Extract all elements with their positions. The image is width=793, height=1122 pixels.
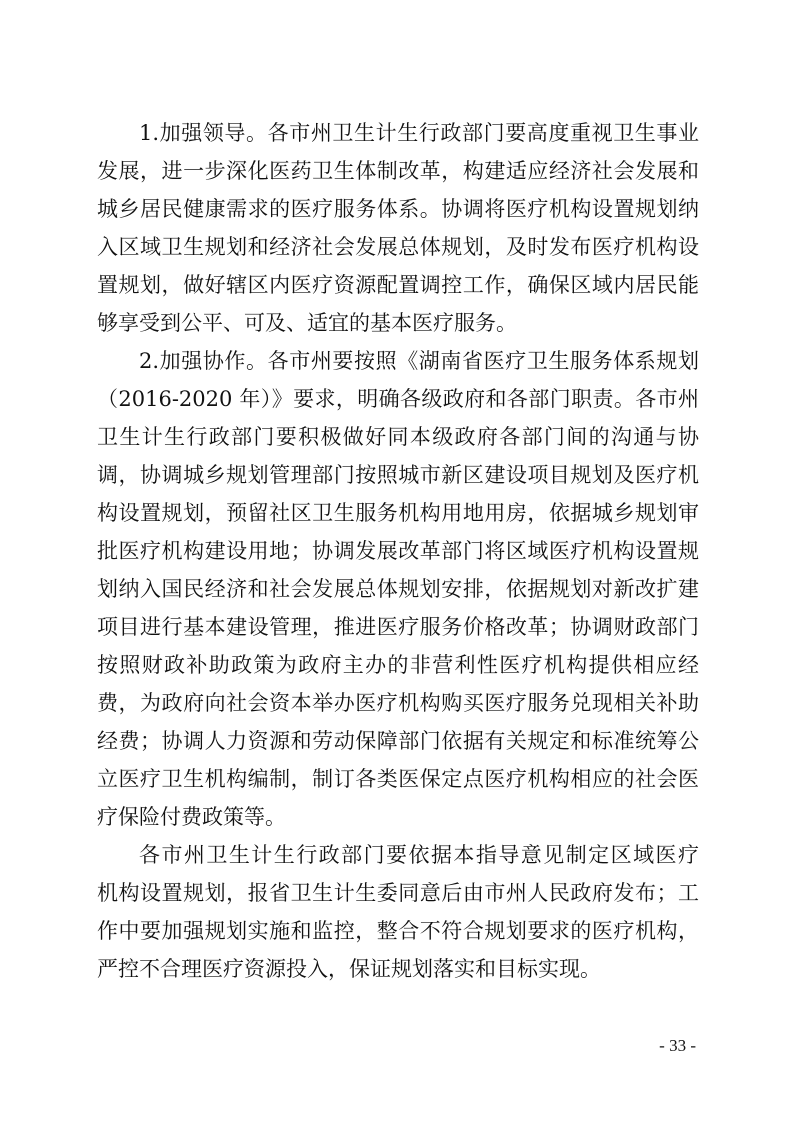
paragraph-1-line-6: 够享受到公平、可及、适宜的基本医疗服务。 xyxy=(97,311,517,335)
page-number: - 33 - xyxy=(659,1036,696,1055)
paragraph-1-line-4: 入区域卫生规划和经济社会发展总体规划，及时发布医疗机构设 xyxy=(97,235,699,259)
paragraph-2-line-7: 划纳入国民经济和社会发展总体规划安排，依据规划对新改扩建 xyxy=(97,577,699,601)
paragraph-3-line-2: 机构设置规划，报省卫生计生委同意后由市州人民政府发布；工 xyxy=(97,881,699,905)
paragraph-2-line-3: 卫生计生行政部门要积极做好同本级政府各部门间的沟通与协 xyxy=(97,425,699,449)
paragraph-2-line-8: 项目进行基本建设管理，推进医疗服务价格改革；协调财政部门 xyxy=(97,615,699,639)
paragraph-2-line-6: 批医疗机构建设用地；协调发展改革部门将区域医疗机构设置规 xyxy=(97,539,699,563)
paragraph-2-line-9: 按照财政补助政策为政府主办的非营利性医疗机构提供相应经 xyxy=(97,653,699,677)
paragraph-2-line-5: 构设置规划，预留社区卫生服务机构用地用房，依据城乡规划审 xyxy=(97,501,699,525)
paragraph-1-line-5: 置规划，做好辖区内医疗资源配置调控工作，确保区域内居民能 xyxy=(97,273,699,297)
paragraph-2-line-11: 经费；协调人力资源和劳动保障部门依据有关规定和标准统筹公 xyxy=(97,729,699,753)
paragraph-2-line-10: 费，为政府向社会资本举办医疗机构购买医疗服务兑现相关补助 xyxy=(97,691,699,715)
paragraph-3-line-1: 各市州卫生计生行政部门要依据本指导意见制定区域医疗 xyxy=(139,843,699,867)
paragraph-1-line-2: 发展，进一步深化医药卫生体制改革，构建适应经济社会发展和 xyxy=(97,159,699,183)
paragraph-2-line-13: 疗保险付费政策等。 xyxy=(97,805,286,829)
paragraph-3-line-4: 严控不合理医疗资源投入，保证规划落实和目标实现。 xyxy=(97,957,601,981)
paragraph-2-line-4: 调，协调城乡规划管理部门按照城市新区建设项目规划及医疗机 xyxy=(97,463,699,487)
paragraph-2-line-12: 立医疗卫生机构编制，制订各类医保定点医疗机构相应的社会医 xyxy=(97,767,699,791)
paragraph-2-line-2: （2016-2020 年）》要求，明确各级政府和各部门职责。各市州 xyxy=(97,387,699,411)
paragraph-3-line-3: 作中要加强规划实施和监控，整合不符合规划要求的医疗机构， xyxy=(97,919,699,943)
paragraph-2-line-1: 2.加强协作。各市州要按照《湖南省医疗卫生服务体系规划 xyxy=(139,349,699,373)
paragraph-1-line-1: 1.加强领导。各市州卫生计生行政部门要高度重视卫生事业 xyxy=(139,121,699,145)
paragraph-1-line-3: 城乡居民健康需求的医疗服务体系。协调将医疗机构设置规划纳 xyxy=(97,197,699,221)
